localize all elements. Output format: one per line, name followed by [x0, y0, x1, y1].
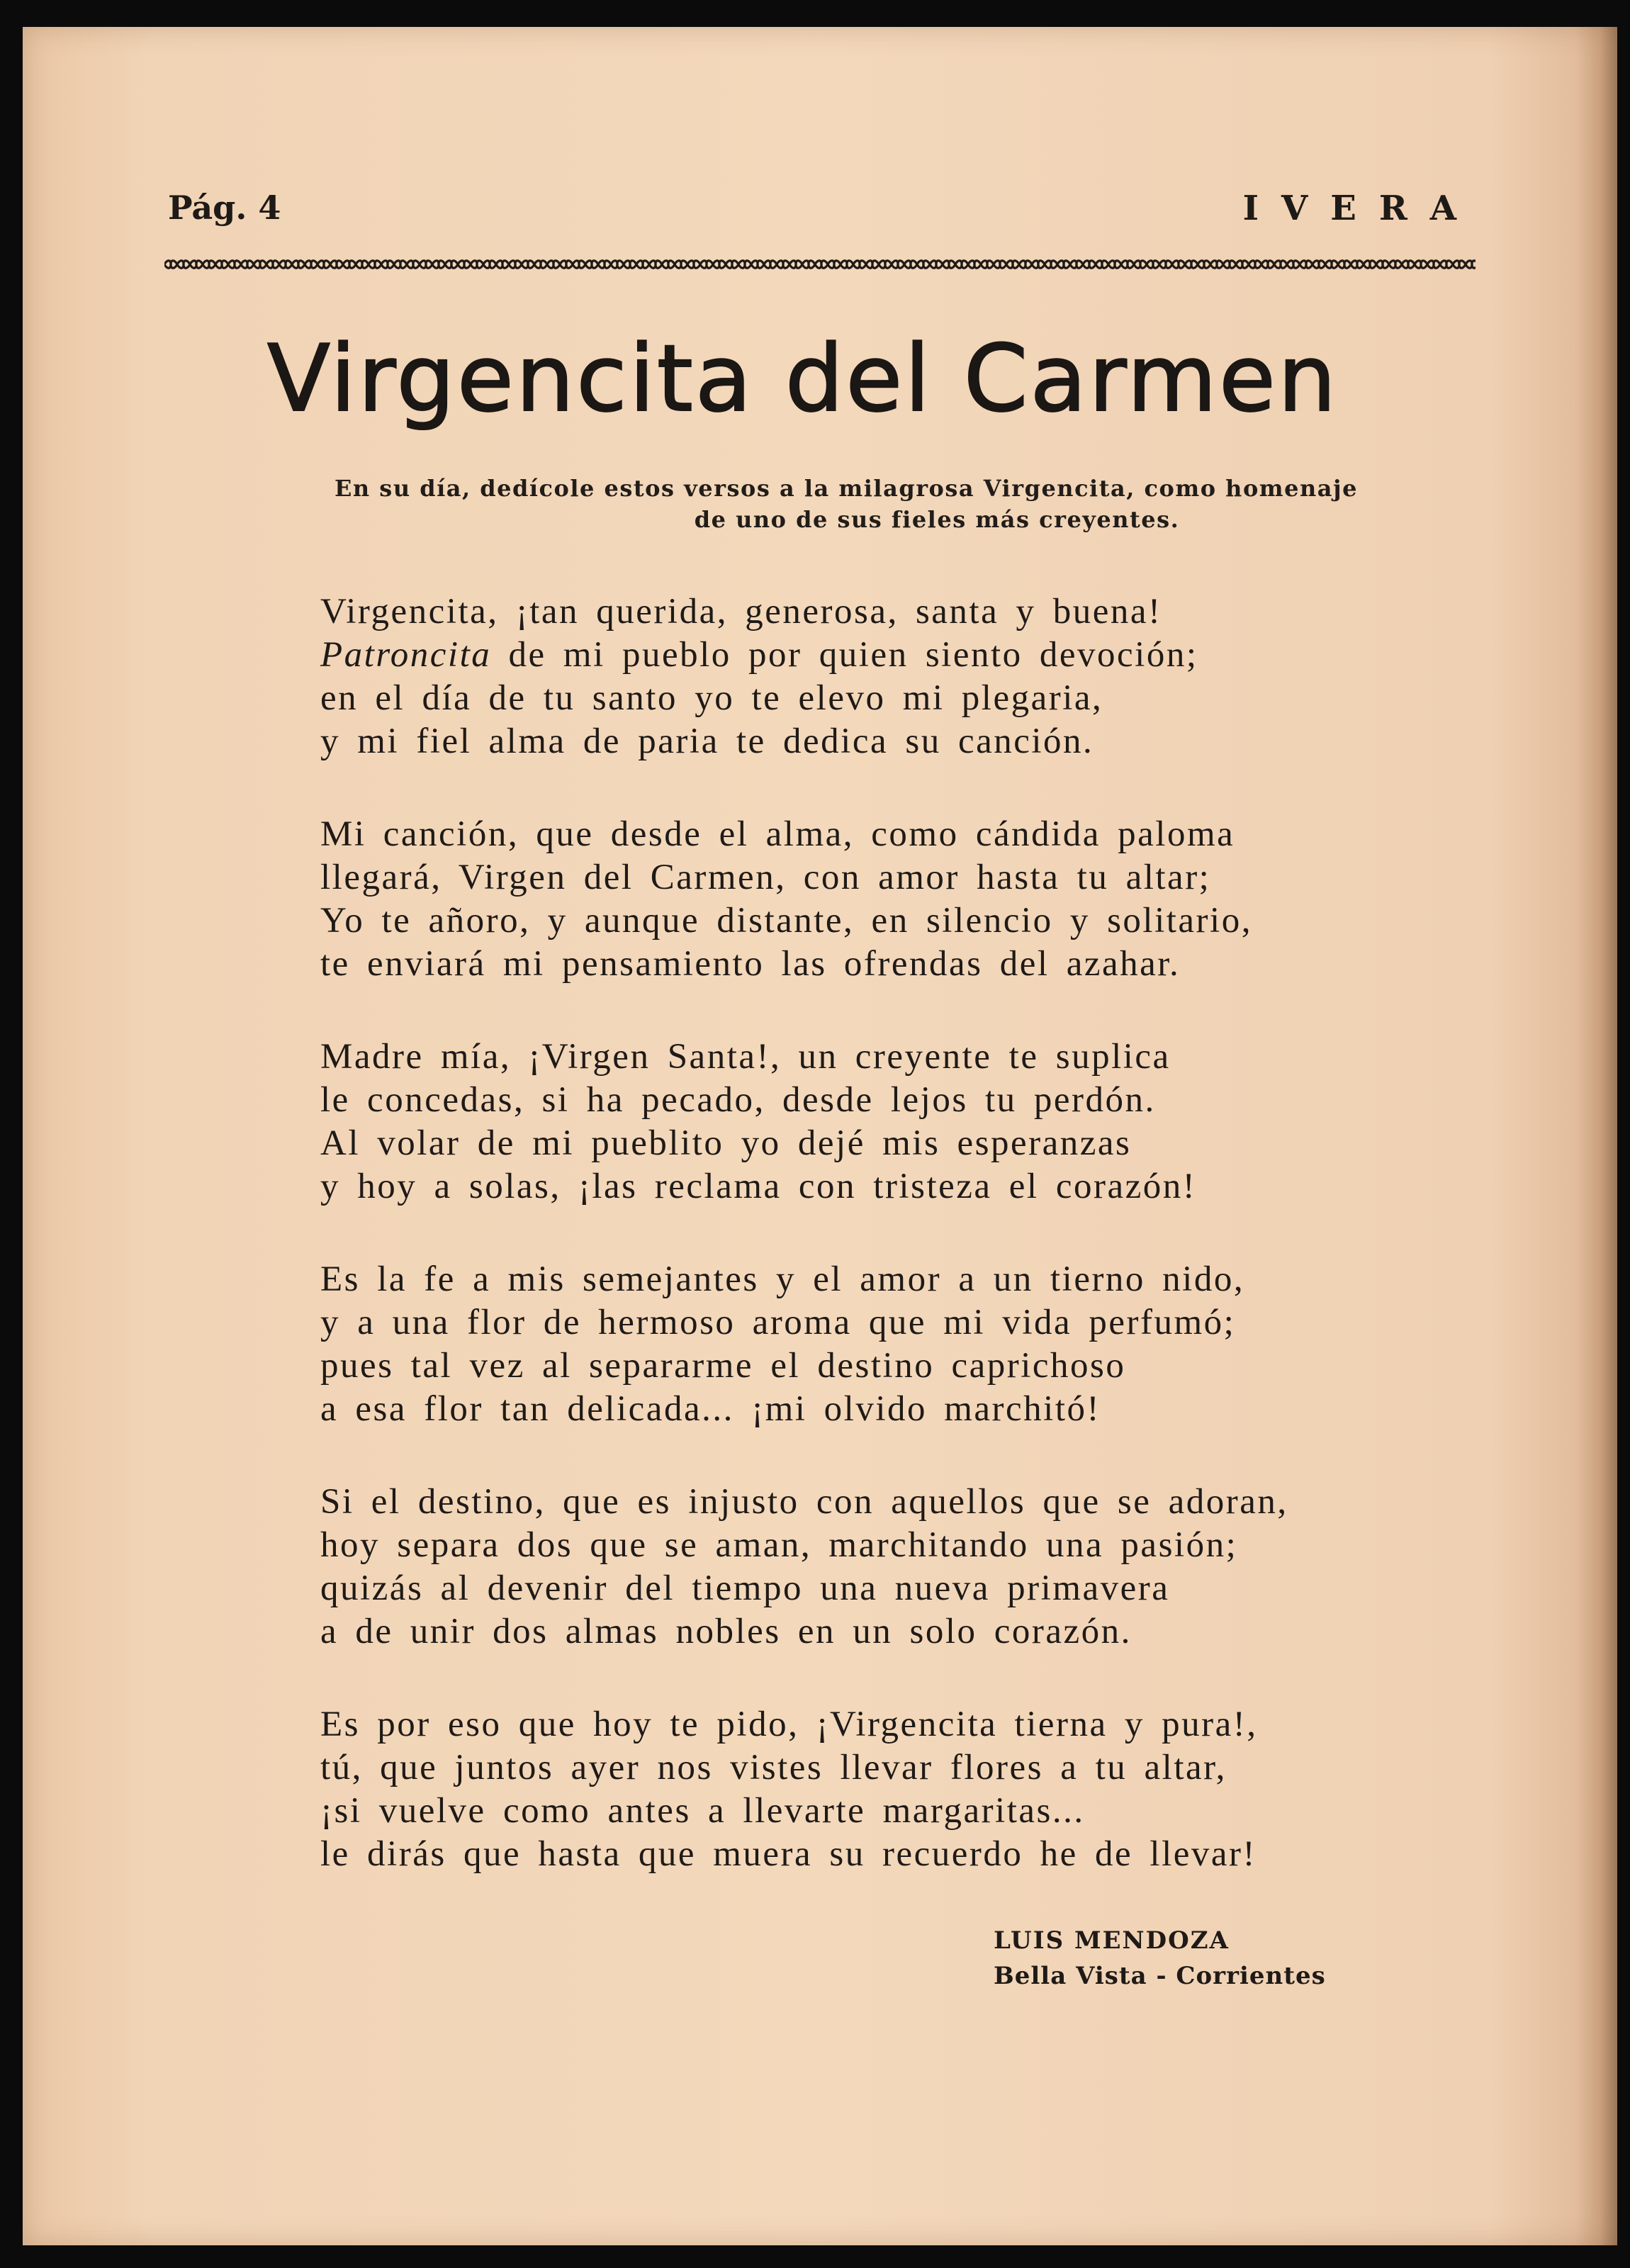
poem-verse: quizás al devenir del tiempo una nueva primavera [320, 1568, 1170, 1608]
author-location: Bella Vista - Corrientes [994, 1962, 1326, 1990]
poem-verse: a esa flor tan delicada... ¡mi olvido marchitó! [320, 1389, 1101, 1429]
page-header [168, 189, 1479, 245]
poem-verse: llegará, Virgen del Carmen, con amor hasta tu altar; [320, 858, 1211, 897]
poem-verse: Es por eso que hoy te pido, ¡Virgencita tierna y pura!, [320, 1705, 1258, 1744]
poem-verse: y hoy a solas, ¡las reclama con tristeza el corazón! [320, 1167, 1197, 1206]
dedication-line: En su día, dedícole estos versos a la milagrosa Virgencita, como homenaje [335, 475, 1358, 502]
dedication-line: de uno de sus fieles más creyentes. [694, 506, 1180, 533]
decorative-header-rule [164, 259, 1476, 270]
poem-verse [320, 634, 1483, 677]
poem-verse: a de unir dos almas nobles en un solo corazón. [320, 1612, 1132, 1651]
poem-verse: hoy separa dos que se aman, marchitando una pasión; [320, 1525, 1238, 1565]
poem-verse: Al volar de mi pueblito yo dejé mis esperanzas [320, 1123, 1132, 1163]
poem-stanza [320, 1035, 1483, 1208]
poem-verse: Es la fe a mis semejantes y el amor a un tierno nido, [320, 1259, 1245, 1299]
page-number: Pág. 4 [168, 189, 281, 227]
dedication [335, 475, 1497, 533]
italic-word: Patroncita [320, 635, 492, 675]
poem-verse: pues tal vez al separarme el destino caprichoso [320, 1346, 1126, 1386]
poem [320, 590, 1483, 1926]
poem-verse: Mi canción, que desde el alma, como cándida paloma [320, 814, 1235, 854]
author-signature [994, 1926, 1326, 1990]
poem-verse: ¡si vuelve como antes a llevarte margaritas... [320, 1791, 1085, 1831]
poem-verse: le dirás que hasta que muera su recuerdo he de llevar! [320, 1834, 1257, 1874]
poem-verse: y mi fiel alma de paria te dedica su canción. [320, 722, 1094, 761]
poem-verse: te enviará mi pensamiento las ofrendas del azahar. [320, 944, 1181, 984]
author-name: LUIS MENDOZA [994, 1926, 1230, 1955]
journal-name: IVERA [1242, 189, 1479, 228]
verse-text: de mi pueblo por quien siento devoción; [508, 635, 1198, 675]
poem-stanza [320, 1703, 1483, 1876]
poem-stanza [320, 1258, 1483, 1431]
poem-stanza [320, 1481, 1483, 1654]
article-title: Virgencita del Carmen [267, 325, 1339, 432]
poem-verse: le concedas, si ha pecado, desde lejos tu perdón. [320, 1080, 1156, 1120]
magazine-page [23, 27, 1617, 2245]
poem-verse: Virgencita, ¡tan querida, generosa, santa y buena! [320, 592, 1162, 631]
page-edge-shadow [1575, 27, 1617, 2245]
poem-verse: Madre mía, ¡Virgen Santa!, un creyente te suplica [320, 1037, 1171, 1077]
poem-verse: Yo te añoro, y aunque distante, en silencio y solitario, [320, 901, 1252, 941]
poem-stanza [320, 590, 1483, 763]
poem-verse: tú, que juntos ayer nos vistes llevar flores a tu altar, [320, 1748, 1227, 1787]
poem-verse: Si el destino, que es injusto con aquellos que se adoran, [320, 1482, 1288, 1522]
poem-verse: y a una flor de hermoso aroma que mi vida perfumó; [320, 1303, 1236, 1342]
poem-verse: en el día de tu santo yo te elevo mi plegaria, [320, 678, 1103, 718]
poem-stanza [320, 813, 1483, 986]
